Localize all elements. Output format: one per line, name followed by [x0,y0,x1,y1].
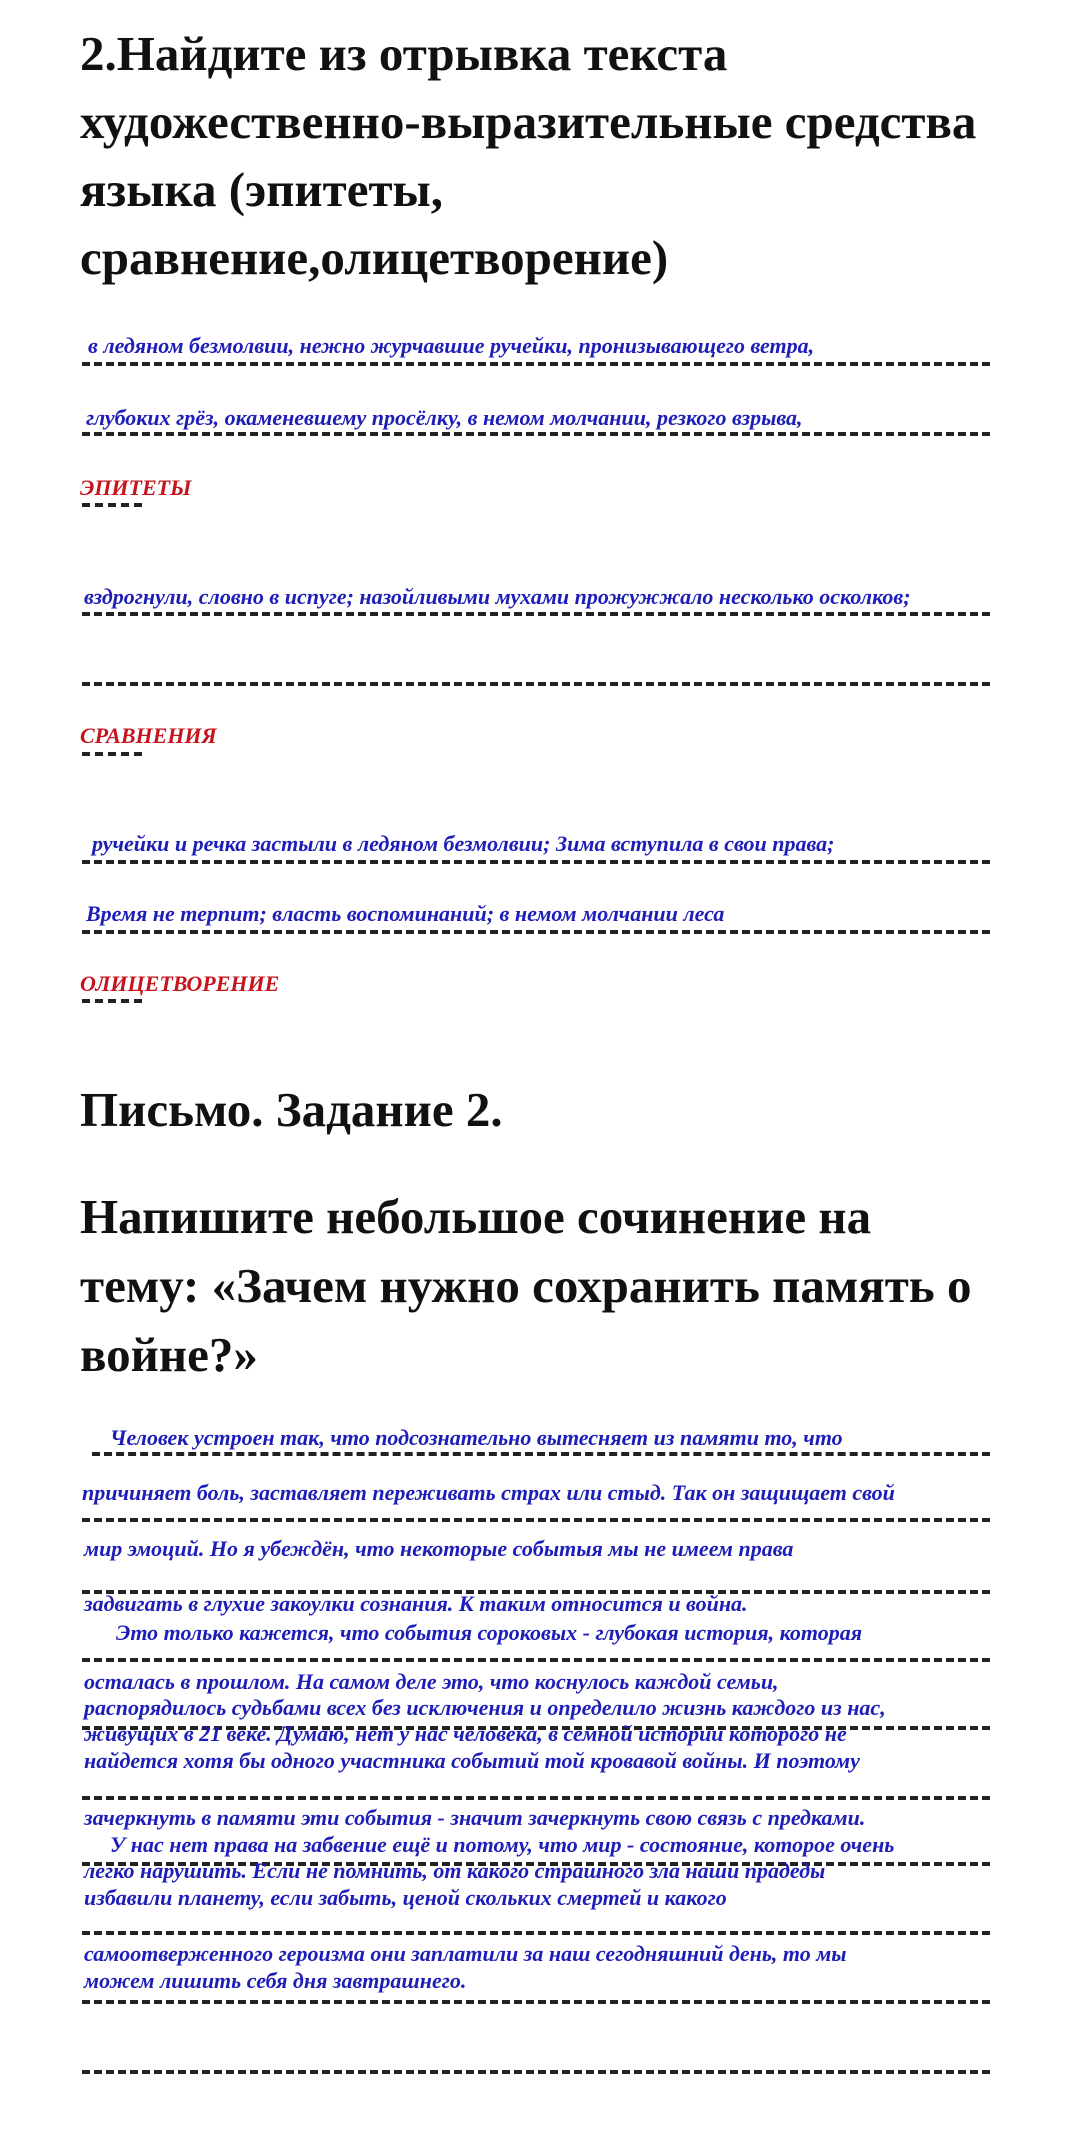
essay-line-12: легко нарушить. Если не помнить, от какого страшного зла наши прадеды [84,1858,826,1883]
essay-dashed-line [82,1931,990,1935]
personification-answer-line-2: Время не терпит; власть воспоминаний; в немом молчании леса [86,901,725,926]
essay-dashed-line [82,2000,990,2004]
essay-dashed-line [92,1452,990,1456]
essay-line-3: мир эмоций. Но я убеждён, что некоторые событыя мы не имеем права [84,1536,794,1561]
answer-dashed-line [82,930,990,934]
essay-prompt-line-1: Напишите небольшое сочинение на [80,1189,872,1244]
essay-line-10: зачеркнуть в памяти эти события - значит зачеркнуть свою связь с предками. [84,1805,866,1830]
epithets-answer-line-1: в ледяном безмолвии, нежно журчавшие ручейки, пронизывающего ветра, [88,333,815,358]
label-dashed-underline [82,752,142,756]
essay-line-14: самоотверженного героизма они заплатили за наш сегодняшний день, то мы [84,1941,847,1966]
answer-dashed-line [82,612,990,616]
essay-line-6: осталась в прошлом. На самом деле это, что коснулось каждой семьи, [84,1669,779,1694]
essay-line-5: Это только кажется, что события сороковых - глубокая история, которая [116,1620,863,1645]
essay-dashed-line [82,1658,990,1662]
comparisons-label: СРАВНЕНИЯ [80,723,217,748]
essay-prompt-line-2: тему: «Зачем нужно сохранить память о [80,1258,972,1313]
personification-answer-line-1: ручейки и речка застыли в ледяном безмолвии; Зима вступила в свои права; [92,831,835,856]
essay-dashed-line [82,2070,990,2074]
essay-line-2: причиняет боль, заставляет переживать страх или стыд. Так он защищает свой [82,1480,895,1505]
personification-label: ОЛИЦЕТВОРЕНИЕ [80,971,280,996]
essay-line-11: У нас нет права на забвение ещё и потому, что мир - состояние, которое очень [110,1832,895,1857]
epithets-answer-line-2: глубоких грёз, окаменевшему просёлку, в немом молчании, резкого взрыва, [86,405,803,430]
essay-line-4: задвигать в глухие закоулки сознания. К таким относится и война. [84,1591,748,1616]
answer-dashed-line [82,682,990,686]
epithets-label: ЭПИТЕТЫ [80,475,192,500]
essay-line-9: найдется хотя бы одного участника событий той кровавой войны. И поэтому [84,1748,860,1773]
task-title-line-3: языка (эпитеты, [80,162,444,217]
essay-dashed-line [82,1796,990,1800]
answer-dashed-line [82,362,990,366]
essay-line-8: живущих в 21 веке. Думаю, нет у нас человека, в семной истории которого не [84,1721,847,1746]
essay-line-1: Человек устроен так, что подсознательно вытесняет из памяти то, что [110,1425,843,1450]
essay-dashed-line [82,1518,990,1522]
label-dashed-underline [82,999,142,1003]
essay-line-13: избавили планету, если забыть, ценой скольких смертей и какого [84,1885,727,1910]
answer-dashed-line [82,860,990,864]
letter-heading: Письмо. Задание 2. [80,1082,503,1137]
label-dashed-underline [82,503,142,507]
task-title-line-4: сравнение,олицетворение) [80,230,669,285]
task-title-line-2: художественно-выразительные средства [80,94,977,149]
answer-dashed-line [82,432,990,436]
essay-prompt-line-3: войне?» [80,1327,258,1382]
essay-line-7: распорядилось судьбами всех без исключения и определило жизнь каждого из нас, [84,1695,886,1720]
comparisons-answer-line-1: вздрогнули, словно в испуге; назойливыми мухами прожужжало несколько осколков; [84,584,911,609]
task-title-line-1: 2.Найдите из отрывка текста [80,26,728,81]
essay-line-15: можем лишить себя дня завтрашнего. [84,1968,467,1993]
